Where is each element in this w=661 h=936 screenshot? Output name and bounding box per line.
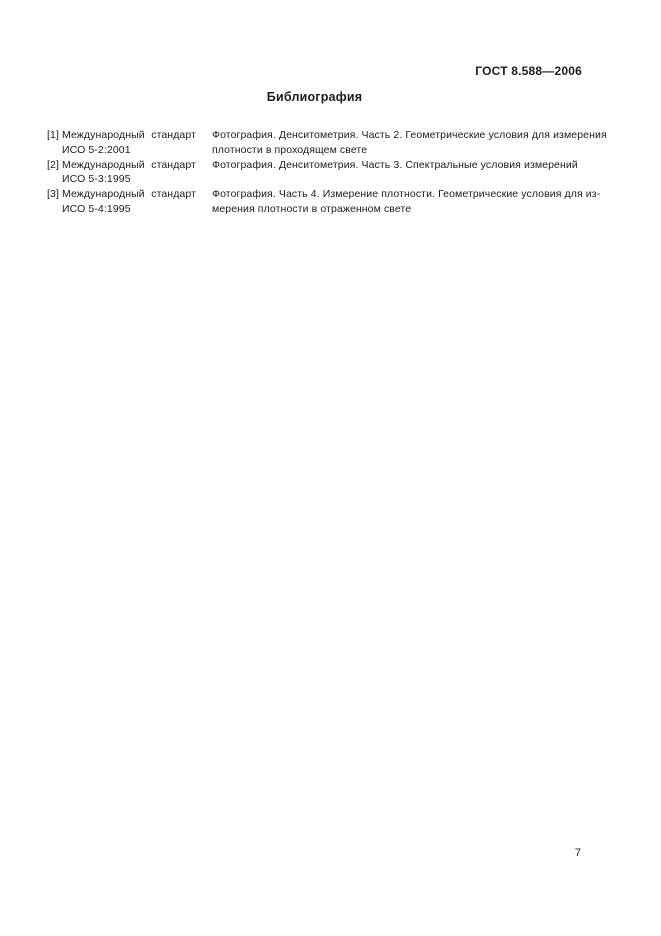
entry-description — [212, 128, 607, 158]
entry-standard-name: Международный стандарт — [62, 129, 196, 141]
entry-standard-name: Международный стандарт — [62, 188, 196, 201]
document-code: ГОСТ 8.588—2006 — [475, 64, 582, 78]
entry-standard-label — [62, 158, 212, 188]
entry-standard-name: Международный стандарт — [62, 158, 196, 171]
entry-description-line: мерения плотности в отраженном свете — [212, 202, 412, 215]
entry-standard-number: ИСО 5-3:1995 — [62, 173, 131, 186]
entry-description-line: Фотография. Часть 4. Измерение плотности. Геометрические условия для из- — [212, 188, 601, 201]
entry-ref-number: [1] — [47, 129, 59, 141]
entry-description — [212, 187, 601, 217]
page-number: 7 — [574, 847, 581, 859]
entry-standard-label — [62, 187, 212, 217]
entry-description-line: Фотография. Денситометрия. Часть 3. Спектральные условия измерений — [212, 158, 578, 171]
entry-standard-label — [62, 128, 212, 158]
entry-description-line: плотности в проходящем свете — [212, 143, 368, 156]
entry-description-line: Фотография. Денситометрия. Часть 2. Геометрические условия для измерения — [212, 129, 607, 141]
entry-standard-number: ИСО 5-2:2001 — [62, 143, 131, 156]
bibliography-list — [47, 128, 607, 217]
entry-ref-number: [3] — [47, 188, 59, 201]
section-title: Библиография — [266, 90, 363, 104]
entry-ref-number: [2] — [47, 158, 59, 171]
entry-description — [212, 158, 582, 173]
bibliography-entry-2 — [47, 158, 582, 188]
bibliography-entry-1 — [47, 128, 607, 158]
bibliography-entry-3 — [47, 187, 601, 217]
entry-standard-number: ИСО 5-4:1995 — [62, 202, 131, 215]
